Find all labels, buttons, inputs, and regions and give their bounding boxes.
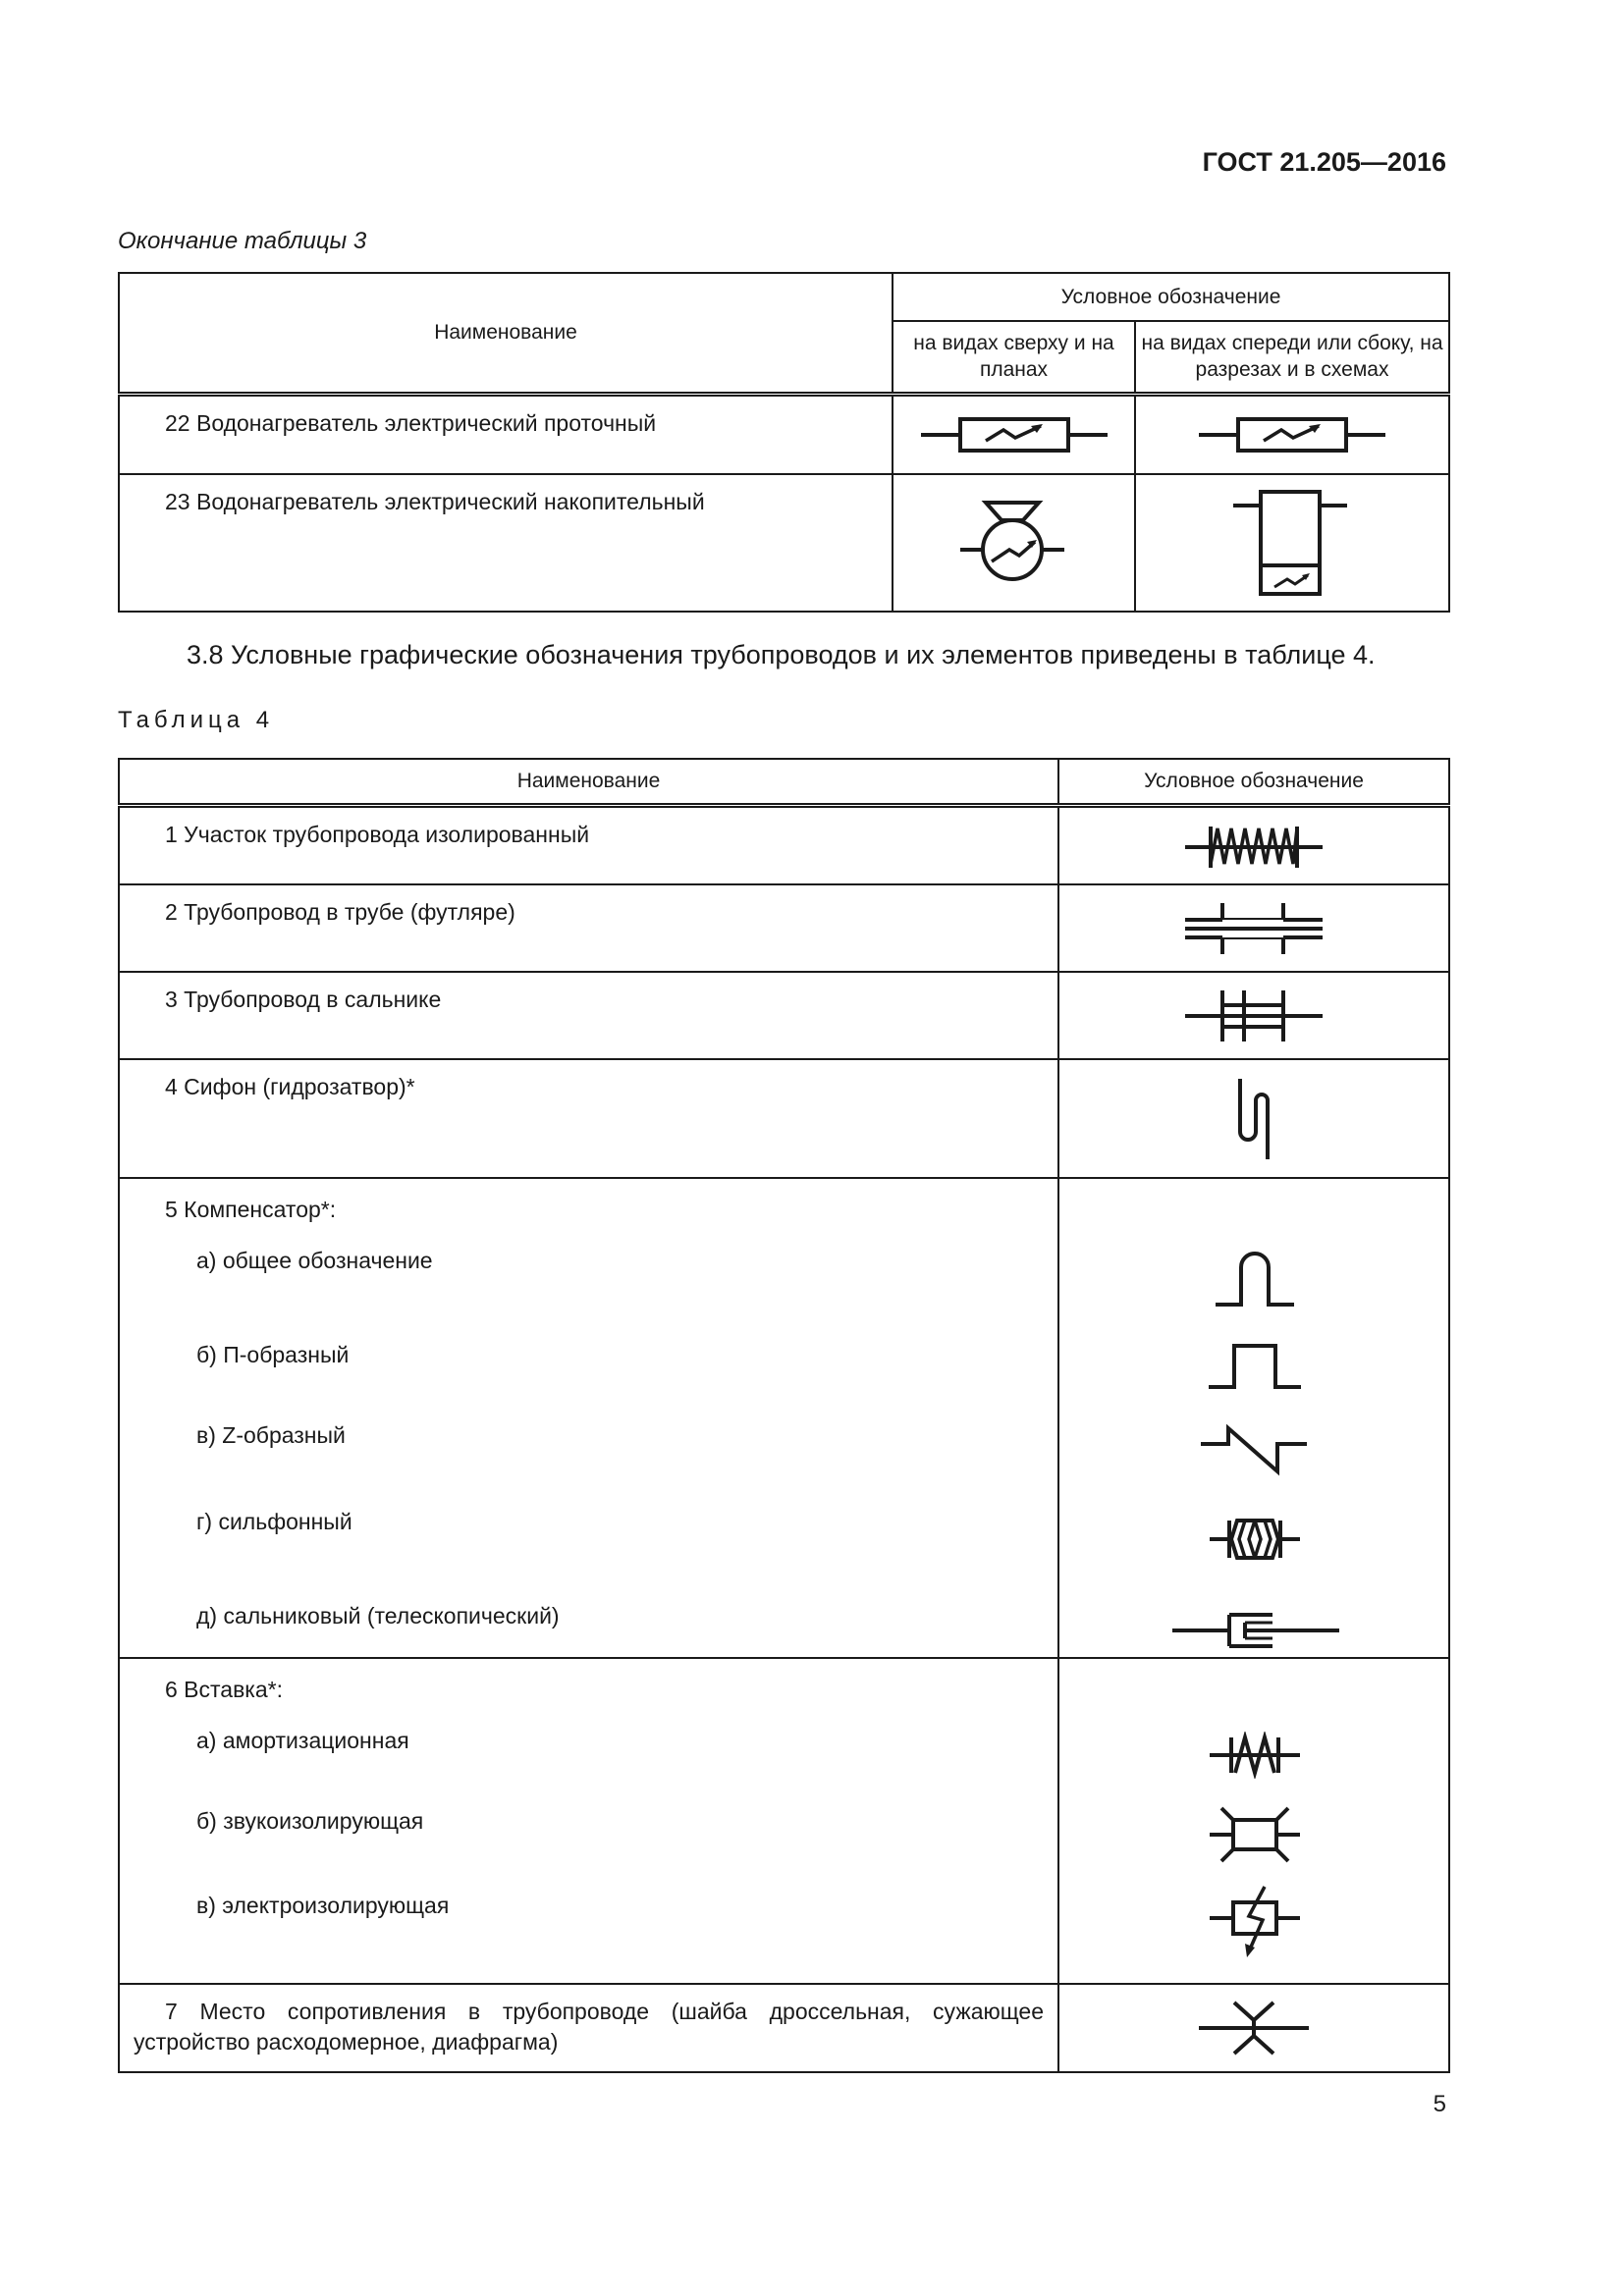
compensator-u-shaped-icon [1207,1342,1305,1391]
pipe-in-gland-icon [1058,972,1449,1059]
storage-water-heater-icon [960,499,1068,587]
flow-water-heater-icon [893,394,1135,474]
row-label: 1 Участок трубопровода изолированный [165,821,590,847]
table3-header-side-view: на видах спереди или сбоку, на разрезах и в схемах [1135,321,1449,394]
list-item: б) П-образный [196,1342,350,1367]
row-label: 2 Трубопровод в трубе (футляре) [165,899,515,925]
table4-caption: Таблица 4 [118,707,275,733]
insert-electrical-insulating-icon [1210,1883,1300,1961]
pipe-in-sleeve-icon [1058,884,1449,972]
list-item: в) электроизолирующая [196,1893,450,1918]
table3-header-name: Наименование [119,273,893,394]
table4-header-name: Наименование [119,759,1058,805]
list-item: в) Z-образный [196,1422,346,1448]
insert-soundproof-icon [1210,1804,1300,1865]
insert-damping-icon [1210,1732,1300,1779]
pipe-in-gland-icon [1185,988,1323,1043]
table3-header-symbol: Условное обозначение [893,273,1449,321]
storage-water-heater-side-icon [1135,474,1449,612]
table-row [119,805,1449,884]
pipe-in-sleeve-icon [1185,901,1323,956]
compensator-bellows-icon [1210,1509,1300,1570]
row-label: 23 Водонагреватель электрический накопительный [165,489,705,514]
insulated-pipe-icon [1058,805,1449,884]
flow-water-heater-icon [921,413,1108,456]
list-item: г) сильфонный [196,1509,352,1534]
list-item: б) звукоизолирующая [196,1808,424,1834]
table-row [119,1059,1449,1178]
flow-restriction-icon [1058,1984,1449,2072]
list-item: а) общее обозначение [196,1248,433,1273]
table-4 [118,758,1450,2073]
flow-restriction-icon [1199,1999,1309,2057]
section-paragraph: 3.8 Условные графические обозначения трубопроводов и их элементов приведены в таблице 4. [187,640,1376,669]
storage-water-heater-icon [893,474,1135,612]
table3-caption: Окончание таблицы 3 [118,228,367,254]
compensator-telescopic-icon [1172,1611,1339,1650]
table-3 [118,272,1450,613]
table-row [119,1984,1449,2072]
table-row [119,1178,1449,1658]
storage-water-heater-side-icon [1233,489,1351,597]
document-code: ГОСТ 21.205—2016 [1202,147,1446,177]
table3-header-top-view: на видах сверху и на планах [893,321,1135,394]
compensator-general-icon [1214,1248,1296,1308]
siphon-icon [1234,1075,1273,1163]
list-item: а) амортизационная [196,1728,409,1753]
row-label: 22 Водонагреватель электрический проточный [165,409,657,436]
flow-water-heater-side-icon [1199,413,1385,456]
page-number: 5 [1433,2091,1446,2117]
table4-header-symbol: Условное обозначение [1058,759,1449,805]
table-row [119,1658,1449,1984]
table-row [119,884,1449,972]
flow-water-heater-side-icon [1135,394,1449,474]
table-row [119,394,1449,474]
row-label: 4 Сифон (гидрозатвор)* [165,1074,415,1099]
row-label: 7 Место сопротивления в трубопроводе (шайба дроссельная, сужающее устройство расходомерное, диафрагма) [134,1999,1044,2055]
compensator-z-shaped-icon [1199,1422,1315,1477]
row-label: 5 Компенсатор*: [165,1197,337,1222]
list-item: д) сальниковый (телескопический) [196,1603,560,1629]
siphon-icon [1058,1059,1449,1178]
insulated-pipe-icon [1185,821,1323,870]
table-row [119,474,1449,612]
row-label: 3 Трубопровод в сальнике [165,987,442,1012]
table-row [119,972,1449,1059]
row-label: 6 Вставка*: [165,1677,284,1702]
